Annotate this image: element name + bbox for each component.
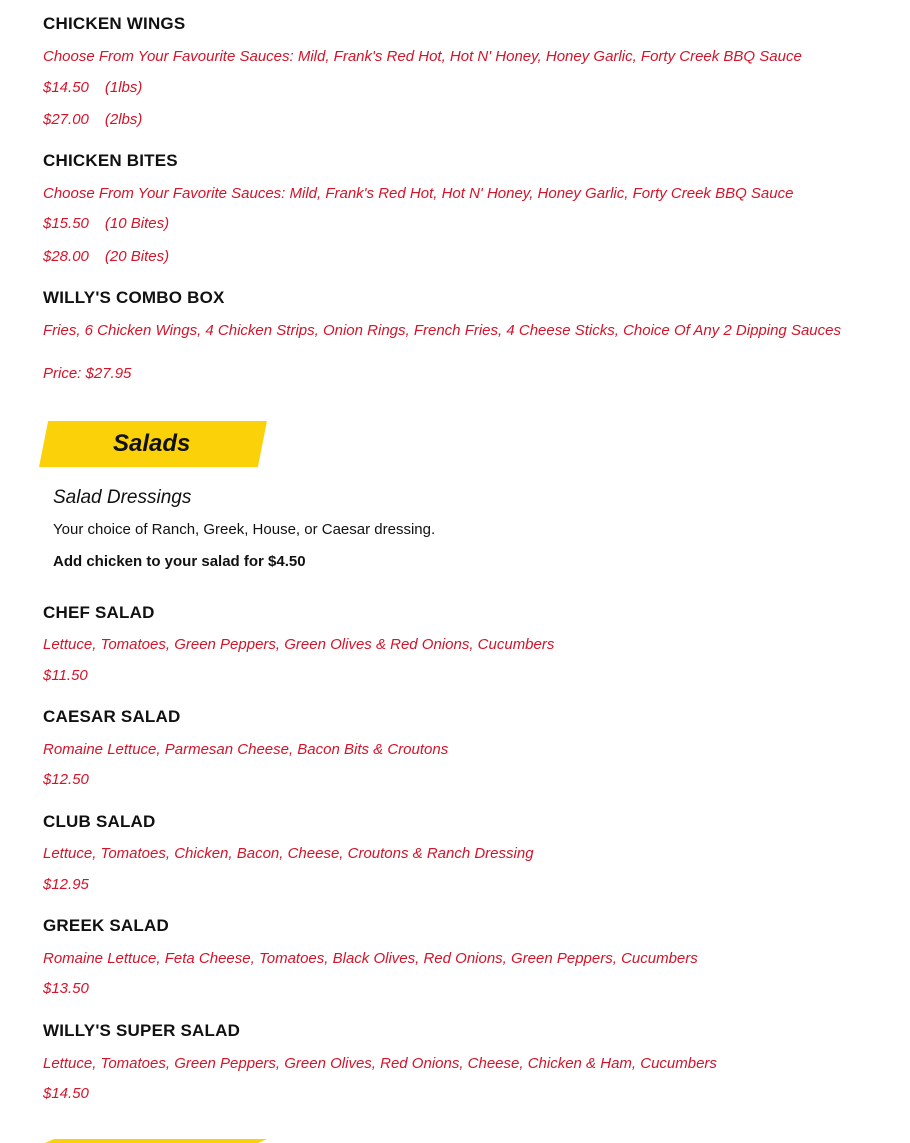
add-chicken-note: Add chicken to your salad for $4.50 (53, 553, 306, 570)
section-banner-next (45, 1139, 267, 1143)
item-price-row (43, 365, 873, 382)
item-quantity: (20 Bites) (104, 248, 170, 265)
item-quantity: (1lbs) (104, 79, 143, 96)
item-title: CHEF SALAD (43, 603, 155, 622)
menu-item-super-salad (43, 1021, 873, 1041)
item-description: Lettuce, Tomatoes, Green Peppers, Green Olives, Red Onions, Cheese, Chicken & Ham, Cucumbers (43, 1055, 717, 1072)
item-price: $27.00 (43, 111, 89, 128)
item-description: Fries, 6 Chicken Wings, 4 Chicken Strips, Onion Rings, French Fries, 4 Cheese Sticks, Choice Of Any 2 Dipping Sauces (43, 322, 841, 339)
menu-item-greek-salad (43, 916, 873, 936)
item-price: $14.50 (43, 1085, 89, 1102)
item-description: Choose From Your Favorite Sauces: Mild, Frank's Red Hot, Hot N' Honey, Honey Garlic, Forty Creek BBQ Sauce (43, 185, 794, 202)
item-title: GREEK SALAD (43, 916, 169, 935)
menu-item-combo-box (43, 288, 873, 308)
item-description: Romaine Lettuce, Parmesan Cheese, Bacon Bits & Croutons (43, 741, 449, 758)
menu-item-chef-salad (43, 603, 873, 623)
section-title: Salads (113, 430, 191, 457)
item-title: CHICKEN WINGS (43, 14, 186, 33)
item-price: Price: $27.95 (43, 365, 132, 382)
item-price: $12.95 (43, 876, 89, 893)
item-description: Lettuce, Tomatoes, Chicken, Bacon, Cheese, Croutons & Ranch Dressing (43, 845, 534, 862)
item-quantity: (2lbs) (104, 111, 143, 128)
item-price-row (43, 215, 873, 232)
item-price-row (43, 248, 873, 265)
item-price: $28.00 (43, 248, 89, 265)
item-title: CLUB SALAD (43, 812, 156, 831)
item-description: Romaine Lettuce, Feta Cheese, Tomatoes, Black Olives, Red Onions, Green Peppers, Cucumbers (43, 950, 698, 967)
item-title: WILLY'S COMBO BOX (43, 288, 225, 307)
item-price-row (43, 79, 873, 96)
item-title: CHICKEN BITES (43, 151, 178, 170)
item-quantity: (10 Bites) (104, 215, 170, 232)
item-price-row (43, 111, 873, 128)
item-title: WILLY'S SUPER SALAD (43, 1021, 241, 1040)
item-description: Choose From Your Favourite Sauces: Mild, Frank's Red Hot, Hot N' Honey, Honey Garlic, Forty Creek BBQ Sauce (43, 48, 802, 65)
item-price: $14.50 (43, 79, 89, 96)
menu-item-chicken-wings (43, 14, 873, 34)
item-title: CAESAR SALAD (43, 707, 181, 726)
salad-dressings-title: Salad Dressings (53, 487, 192, 508)
item-price: $13.50 (43, 980, 89, 997)
item-price: $15.50 (43, 215, 89, 232)
item-price: $11.50 (43, 667, 88, 684)
menu-item-chicken-bites (43, 151, 873, 171)
menu-item-caesar-salad (43, 707, 873, 727)
item-price: $12.50 (43, 771, 89, 788)
item-description: Lettuce, Tomatoes, Green Peppers, Green Olives & Red Onions, Cucumbers (43, 636, 555, 653)
menu-item-club-salad (43, 812, 873, 832)
salad-dressings-description: Your choice of Ranch, Greek, House, or Caesar dressing. (53, 521, 436, 538)
